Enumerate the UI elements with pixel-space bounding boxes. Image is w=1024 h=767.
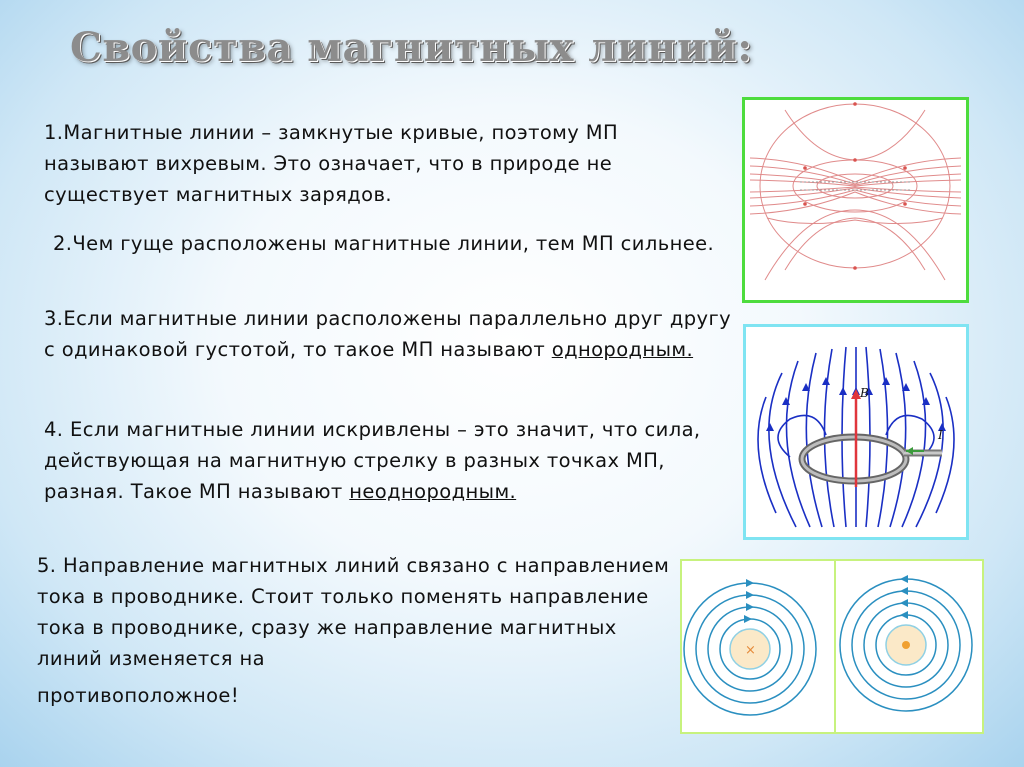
property-5-text: 5. Направление магнитных линий связано с направлением тока в проводнике. Стоит только поменять направление тока в проводнике, сразу же направление магнитных линий изменяется на <box>37 554 670 670</box>
page-title: Свойства магнитных линий: <box>70 24 753 71</box>
property-4-text: 4. Если магнитные линии искривлены – это значит, что сила, действующая на магнитную стрелку в разных точках МП, разная. Такое МП называют <box>44 418 701 503</box>
figure-current-loop-field <box>743 324 969 540</box>
current-out-of-page-dot <box>902 641 910 649</box>
conductor-circles-diagram <box>682 561 982 732</box>
property-5-last-word: противоположное! <box>37 684 240 707</box>
current-loop-diagram <box>746 327 966 537</box>
uniform-term: однородным. <box>551 338 694 361</box>
field-vector-label: B <box>860 386 869 400</box>
nonuniform-term: неоднородным. <box>349 480 517 503</box>
property-2 <box>53 228 733 259</box>
property-1 <box>44 117 724 210</box>
closed-lines-diagram <box>745 100 966 300</box>
figure-conductor-circles <box>680 559 984 734</box>
current-label: I <box>938 428 943 442</box>
property-5 <box>37 550 687 711</box>
current-into-page-mark: × <box>745 643 756 658</box>
figure-closed-field-lines <box>742 97 969 303</box>
property-1-text: 1.Магнитные линии – замкнутые кривые, поэтому МП называют вихревым. Это означает, что в природе не существует магнитных зарядов. <box>44 121 619 206</box>
property-3-text: 3.Если магнитные линии расположены параллельно друг другу с одинаковой густотой, то такое МП называют <box>44 307 732 361</box>
property-2-text: 2.Чем гуще расположены магнитные линии, тем МП сильнее. <box>53 232 715 255</box>
property-3 <box>44 303 744 365</box>
property-4 <box>44 414 744 507</box>
